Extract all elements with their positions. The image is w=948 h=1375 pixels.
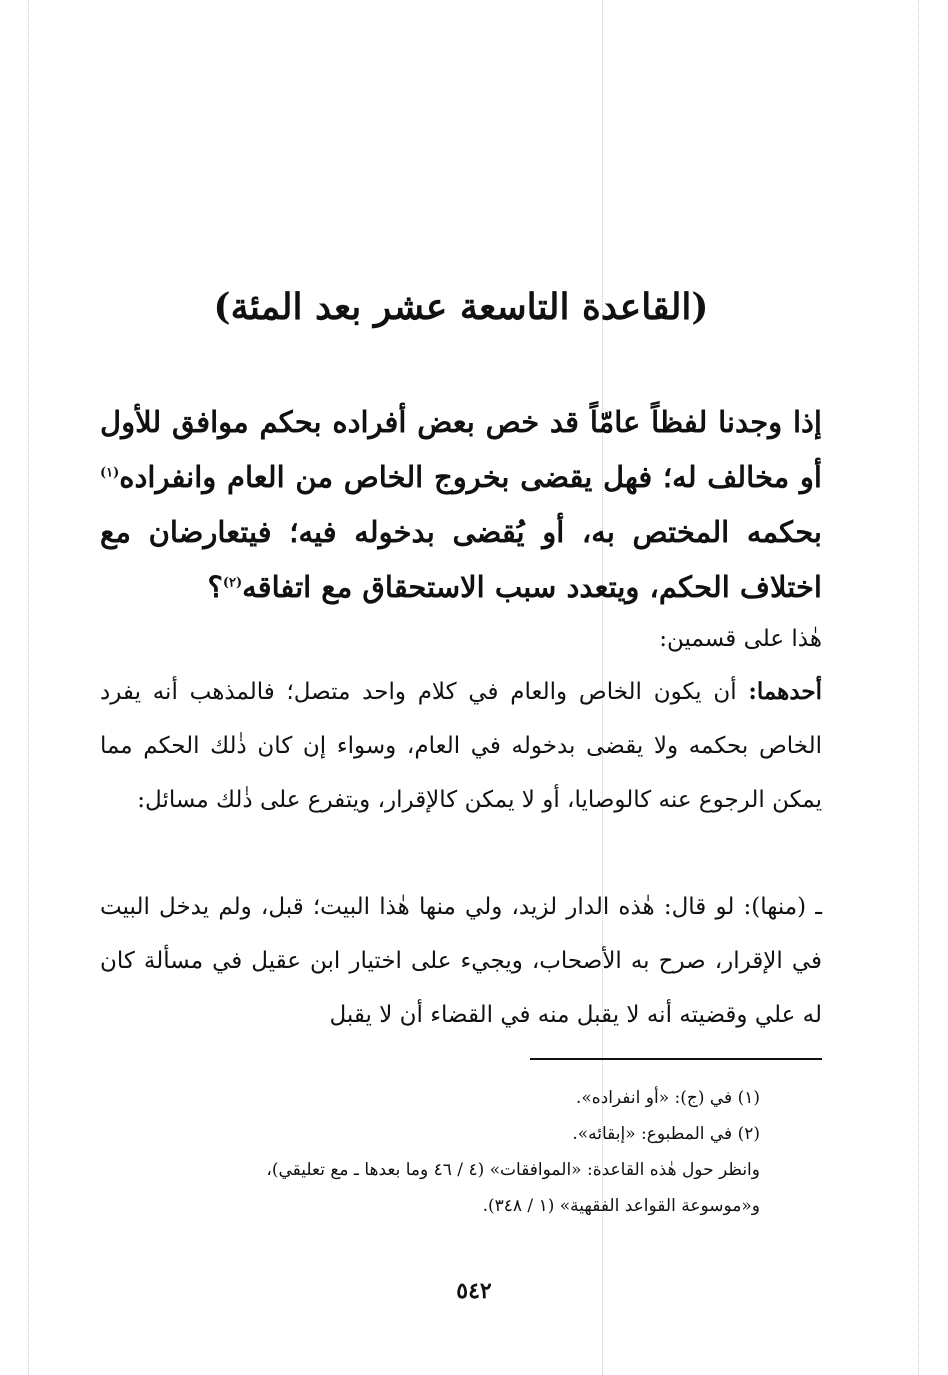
footnote-ref-1: (١) — [100, 465, 120, 481]
scan-guide-line — [918, 0, 919, 1375]
footnote-item: و«موسوعة القواعد الفقهية» (١ / ٣٤٨). — [482, 1196, 760, 1216]
footnote-item: (١) في (ج): «أو انفراده». — [575, 1088, 760, 1108]
intro-text: هٰذا على قسمين: — [659, 626, 822, 652]
footnote-divider — [530, 1058, 822, 1060]
example-paragraph — [100, 880, 822, 1042]
rule-title: (القاعدة التاسعة عشر بعد المئة) — [213, 286, 709, 328]
section-paragraph — [100, 665, 822, 827]
intro-paragraph — [100, 612, 822, 666]
example-text: ـ (منها): لو قال: هٰذه الدار لزيد، ولي منها هٰذا البيت؛ قبل، ولم يدخل البيت في الإقرار، صرح به الأصحاب، ويجيء على اختيار ابن عقيل في مسألة كان له علي وقضيته أنه لا يقبل منه في القضاء أن لا يقبل — [100, 894, 822, 1028]
footnotes — [100, 1080, 760, 1224]
footnote-ref-2: (٢) — [222, 575, 243, 591]
section-text: أن يكون الخاص والعام في كلام واحد متصل؛ فالمذهب أنه يفرد الخاص بحكمه ولا يقضى بدخوله في العام، وسواء إن كان ذٰلك الحكم مما يمكن الرجوع عنه كالوصايا، أو لا يمكن كالإقرار، ويتفرع على ذٰلك مسائل: — [100, 679, 822, 813]
scan-guide-line — [28, 0, 29, 1375]
footnote-item: وانظر حول هٰذه القاعدة: «الموافقات» (٤ / ٤٦ وما بعدها ـ مع تعليقي)، — [266, 1160, 760, 1180]
footnote-item: (٢) في المطبوع: «إبقائه». — [572, 1124, 760, 1144]
rule-text-part-1: إذا وجدنا لفظاً عامّاً قد خص بعض أفراده بحكم موافق للأول أو مخالف له؛ فهل يقضى بخروج الخاص من العام وانفراده — [100, 405, 822, 494]
page-number: ٥٤٢ — [456, 1278, 492, 1304]
rule-question-mark: ؟ — [207, 570, 223, 604]
section-label: أحدهما: — [748, 678, 822, 705]
rule-statement — [100, 395, 822, 615]
rule-text-part-2: بحكمه المختص به، أو يُقضى بدخوله فيه؛ فيتعارضان مع اختلاف الحكم، ويتعدد سبب الاستحقاق مع اتفاقه — [100, 515, 822, 604]
